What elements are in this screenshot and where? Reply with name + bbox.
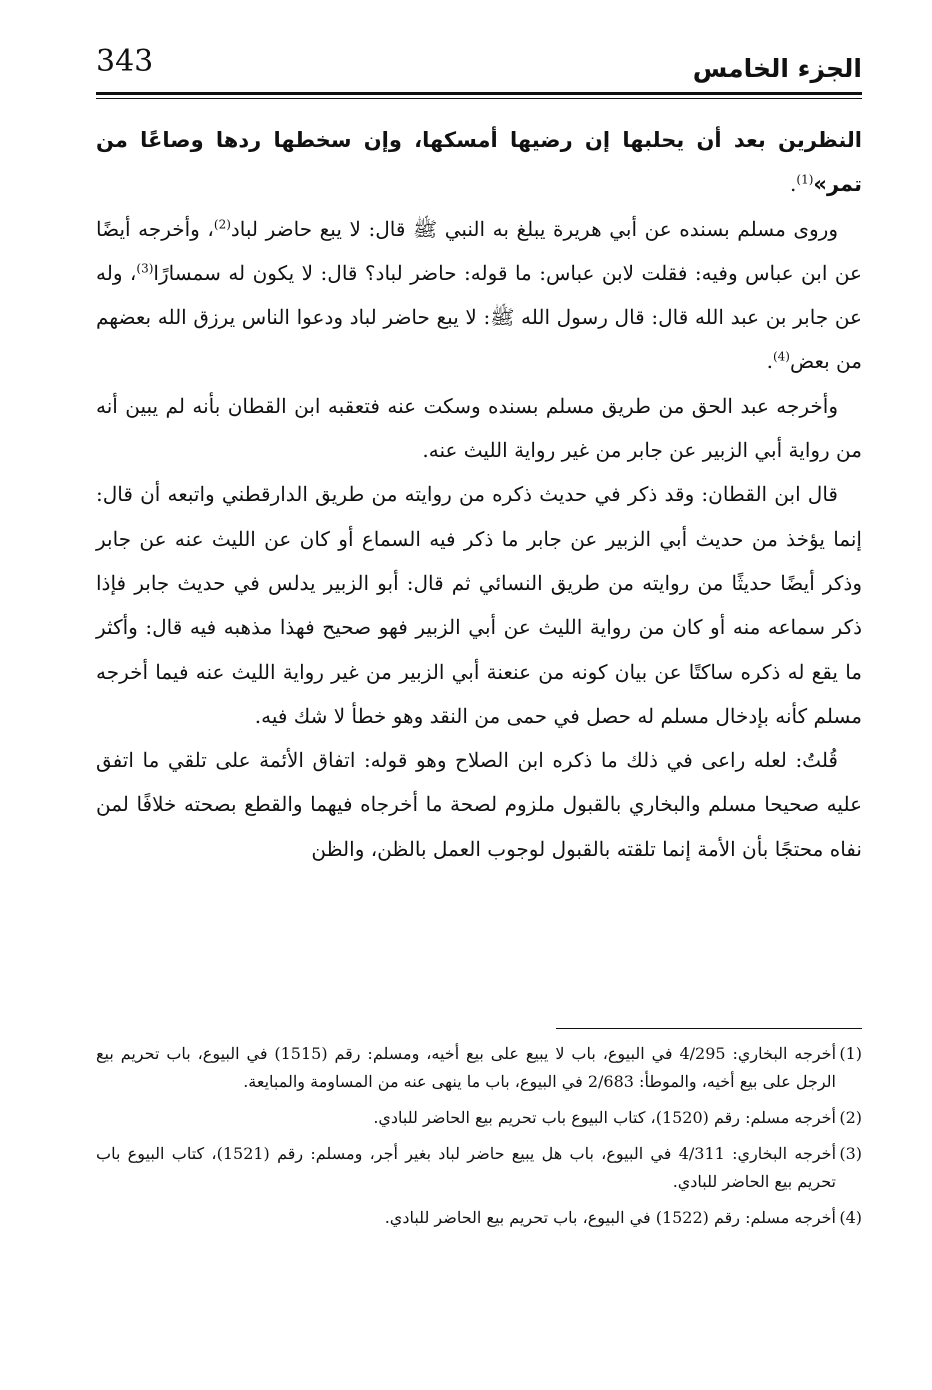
page-header [96,40,862,96]
footnote-number: (1) [839,1044,862,1063]
footnote-ref: (3) [136,261,154,276]
footnote [96,1140,862,1196]
footnote-number: (3) [839,1144,862,1163]
footnote-number: (2) [839,1108,862,1127]
page-number: 343 [96,44,154,79]
running-title: الجزء الخامس [692,54,862,83]
footnote-ref: (1) [796,172,814,187]
text-run: . [766,349,773,374]
paragraph: قال ابن القطان: وقد ذكر في حديث ذكره من روايته من طريق الدارقطني واتبعه أن قال: إنما يؤخذ من حديث أبي الزبير عن جابر ما ذكر فيه السماع أو كان عن الليث عنه عن جابر وذكر أيضًا حديثًا من روايته من طريق النسائي ثم قال: أبو الزبير يدلس في حديث جابر فإذا ذكر سماعه منه أو كان من رواية الليث عن أبي الزبير فهو صحيح فهذا مذهبه فيه قال: وأكثر ما يقع له ذكره ساكتًا عن بيان كونه من عنعنة أبي الزبير من غير رواية الليث عنه فيما أخرجه مسلم كأنه بإدخال مسلم له حصل في حمى من النقد وهو خطأ لا شك فيه. [96,482,862,728]
footnote-number: (4) [839,1208,862,1227]
text-run: . [790,172,797,197]
paragraph [96,207,862,384]
text-run: ، وأخرجه أيضًا عن ابن عباس وفيه: فقلت لابن عباس: ما قوله: حاضر لباد؟ قال: لا يكون له سمسارًا [96,216,862,285]
header-rule-thin [96,98,862,99]
footnote-ref: (2) [213,216,231,231]
main-text [96,118,862,871]
footnote-text: أخرجه البخاري: 4/311 في البيوع، باب هل يبيع حاضر لباد بغير أجر، ومسلم: رقم (1521)، كتاب البيوع باب تحريم بيع الحاضر للبادي. [96,1144,837,1191]
hadith-quote: النظرين بعد أن يحلبها إن رضيها أمسكها، وإن سخطها ردها وصاعًا من تمر» [96,128,862,197]
footnote [96,1040,862,1096]
footnote-separator [556,1028,862,1029]
footnote-text: أخرجه مسلم: رقم (1520)، كتاب البيوع باب تحريم بيع الحاضر للبادي. [373,1108,836,1127]
header-rule [96,92,862,95]
footnote-text: أخرجه مسلم: رقم (1522) في البيوع، باب تحريم بيع الحاضر للبادي. [384,1208,836,1227]
footnote-text: أخرجه البخاري: 4/295 في البيوع، باب لا يبيع على بيع أخيه، ومسلم: رقم (1515) في البيوع، باب تحريم بيع الرجل على بيع أخيه، والموطأ: 2/683 في البيوع، باب ما ينهى عنه من المساومة والمبايعة. [96,1044,837,1091]
footnote [96,1104,862,1132]
text-run: ، وله عن جابر بن عبد الله قال: قال رسول الله ﷺ: لا يبع حاضر لباد ودعوا الناس يرزق الله بعضهم من بعض [96,260,862,374]
footnote [96,1204,862,1232]
footnote-ref: (4) [772,349,790,364]
paragraph [96,118,862,207]
paragraph: قُلتُ: لعله راعى في ذلك ما ذكره ابن الصلاح وهو قوله: اتفاق الأئمة على تلقي ما اتفق عليه صحيحا مسلم والبخاري بالقبول ملزوم لصحة ما أخرجاه فيهما والقطع بصحته خلافًا لمن نفاه محتجًا بأن الأمة إنما تلقته بالقبول لوجوب العمل بالظن، والظن [96,748,862,861]
footnotes [96,1040,862,1240]
paragraph: وأخرجه عبد الحق من طريق مسلم بسنده وسكت عنه فتعقبه ابن القطان بأنه لم يبين أنه من رواية أبي الزبير عن جابر من غير رواية الليث عنه. [96,393,862,463]
text-run: وروى مسلم بسنده عن أبي هريرة يبلغ به النبي ﷺ قال: لا يبع حاضر لباد [230,216,838,241]
